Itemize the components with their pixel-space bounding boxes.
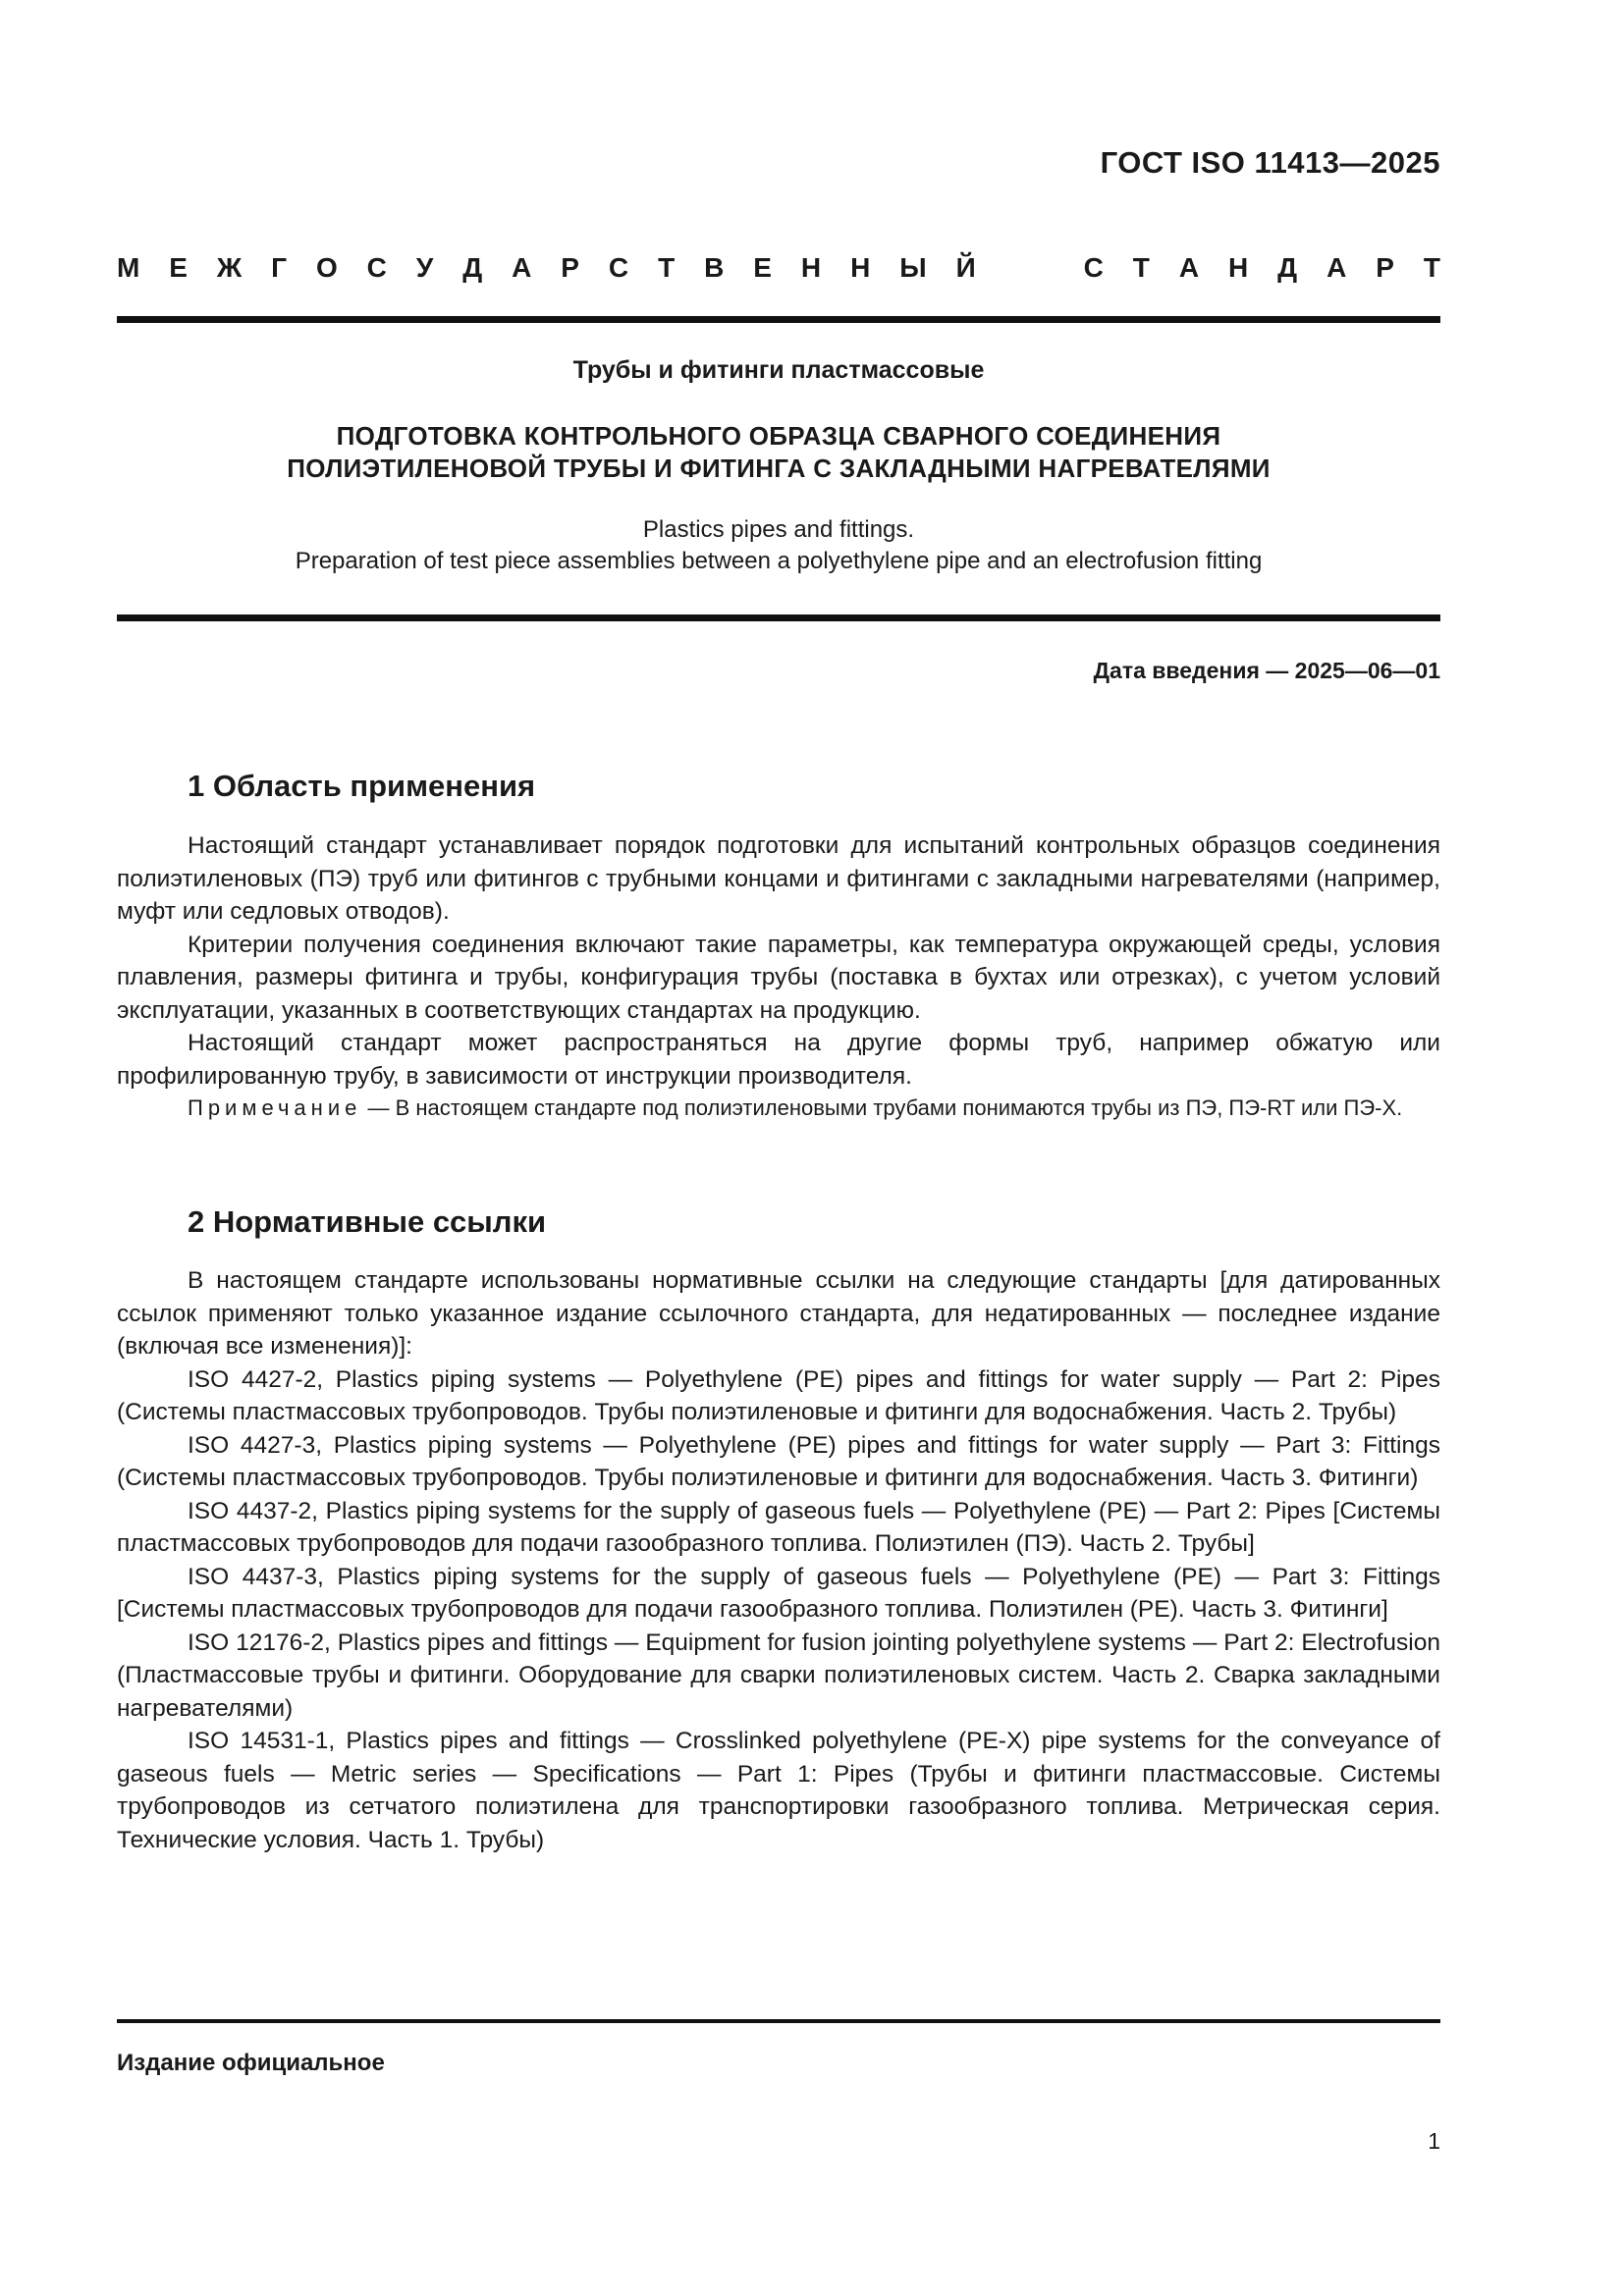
document-page [117,0,1440,2296]
interstate-standard-heading [117,252,1440,284]
word-gap [1005,252,1055,284]
title-divider [117,614,1440,621]
interstate-letter: Т [1423,252,1440,283]
english-title-line: Preparation of test piece assemblies between a polyethylene pipe and an electrofusion fitting [295,548,1263,574]
title-line: ПОЛИЭТИЛЕНОВОЙ ТРУБЫ И ФИТИНГА С ЗАКЛАДНЫМИ НАГРЕВАТЕЛЯМИ [287,454,1271,483]
official-edition-label: Издание официальное [117,2050,385,2076]
interstate-letter: Ж [216,252,243,283]
english-title [117,514,1440,577]
reference-item: ISO 4427-3, Plastics piping systems — Polyethylene (PE) pipes and fittings for water supply — Part 3: Fittings (Системы пластмассовых трубопроводов. Трубы полиэтиленовые и фитинги для водоснабжения. Часть 3. Фитинги) [117,1431,1440,1491]
interstate-letter: Т [1132,252,1150,283]
section-heading-normative-references: 2 Нормативные ссылки [188,1204,547,1239]
introduction-date: Дата введения — 2025—06—01 [1093,658,1440,683]
reference-item: ISO 4437-2, Plastics piping systems for the supply of gaseous fuels — Polyethylene (PE) — Part 2: Pipes [Системы пластмассовых трубопроводов для подачи газообразного топлива. Полиэтилен (ПЭ). Часть 2. Трубы] [117,1497,1440,1557]
note [117,1093,1440,1123]
standard-number: ГОСТ ISO 11413—2025 [1100,145,1440,180]
interstate-letter: В [704,252,725,283]
paragraph: В настоящем стандарте использованы нормативные ссылки на следующие стандарты [для датированных ссылок применяют только указанное издание ссылочного стандарта, для недатированных — последнее издание (включая все изменения)]: [117,1267,1440,1360]
document-title [117,420,1440,485]
interstate-letter: Р [561,252,579,283]
document-subtitle: Трубы и фитинги пластмассовые [572,356,985,384]
paragraph: Настоящий стандарт устанавливает порядок подготовки для испытаний контрольных образцов соединения полиэтиленовых (ПЭ) труб или фитингов с трубными концами и фитингами с закладными нагревателями (например, муфт или седловых отводов). [117,832,1440,925]
reference-item: ISO 4427-2, Plastics piping systems — Polyethylene (PE) pipes and fittings for water supply — Part 2: Pipes (Системы пластмассовых трубопроводов. Трубы полиэтиленовые и фитинги для водоснабжения. Часть 2. Трубы) [117,1365,1440,1425]
english-title-line: Plastics pipes and fittings. [642,516,915,543]
interstate-letter: А [512,252,532,283]
interstate-letter: Г [271,252,288,283]
reference-item: ISO 14531-1, Plastics pipes and fittings — Crosslinked polyethylene (PE-X) pipe systems for the conveyance of gaseous fuels — Metric series — Specifications — Part 1: Pipes (Трубы и фитинги пластмассовые. Системы трубопроводов из сетчатого полиэтилена для транспортировки газообразного топлива. Метрическая серия. Технические условия. Часть 1. Трубы) [117,1728,1440,1853]
interstate-letter: А [1178,252,1200,283]
section-references-body [117,1264,1440,1856]
note-text: — В настоящем стандарте под полиэтиленовыми трубами понимаются трубы из ПЭ, ПЭ-RT или ПЭ-X. [361,1095,1403,1120]
note-label: Примечание [188,1095,362,1120]
header-divider [117,316,1440,323]
interstate-letter: Р [1376,252,1394,283]
interstate-letter: Н [1228,252,1249,283]
interstate-letter: Д [1277,252,1298,283]
page-number: 1 [1428,2128,1440,2154]
interstate-letter: Д [462,252,483,283]
interstate-letter: О [315,252,338,283]
interstate-letter: С [608,252,629,283]
reference-item: ISO 4437-3, Plastics piping systems for the supply of gaseous fuels — Polyethylene (PE) — Part 3: Fittings [Системы пластмассовых трубопроводов для подачи газообразного топлива. Полиэтилен (PE). Часть 3. Фитинги] [117,1563,1440,1623]
interstate-letter: А [1326,252,1347,283]
section-heading-scope: 1 Область применения [188,769,536,803]
interstate-letter: Т [658,252,676,283]
section-scope-body [117,829,1440,1123]
interstate-letter: С [1083,252,1104,283]
footer-divider [117,2019,1440,2023]
interstate-letter: Ы [899,252,927,283]
interstate-letter: Н [850,252,871,283]
reference-item: ISO 12176-2, Plastics pipes and fittings — Equipment for fusion jointing polyethylene systems — Part 2: Electrofusion (Пластмассовые трубы и фитинги. Оборудование для сварки полиэтиленовых систем. Часть 2. Сварка закладными нагревателями) [117,1629,1440,1722]
interstate-letter: С [366,252,387,283]
interstate-letter: Е [169,252,188,283]
interstate-letter: Й [955,252,976,283]
interstate-letter: Н [800,252,822,283]
interstate-letter: М [117,252,140,283]
paragraph: Критерии получения соединения включают такие параметры, как температура окружающей среды, условия плавления, размеры фитинга и трубы, конфигурация трубы (поставка в бухтах или отрезках), с учетом условий эксплуатации, указанных в соответствующих стандартах на продукцию. [117,931,1440,1024]
interstate-letter: Е [753,252,772,283]
paragraph: Настоящий стандарт может распространяться на другие формы труб, например обжатую или профилированную трубу, в зависимости от инструкции производителя. [117,1030,1440,1090]
interstate-letter: У [415,252,434,283]
title-line: ПОДГОТОВКА КОНТРОЛЬНОГО ОБРАЗЦА СВАРНОГО СОЕДИНЕНИЯ [336,421,1221,451]
